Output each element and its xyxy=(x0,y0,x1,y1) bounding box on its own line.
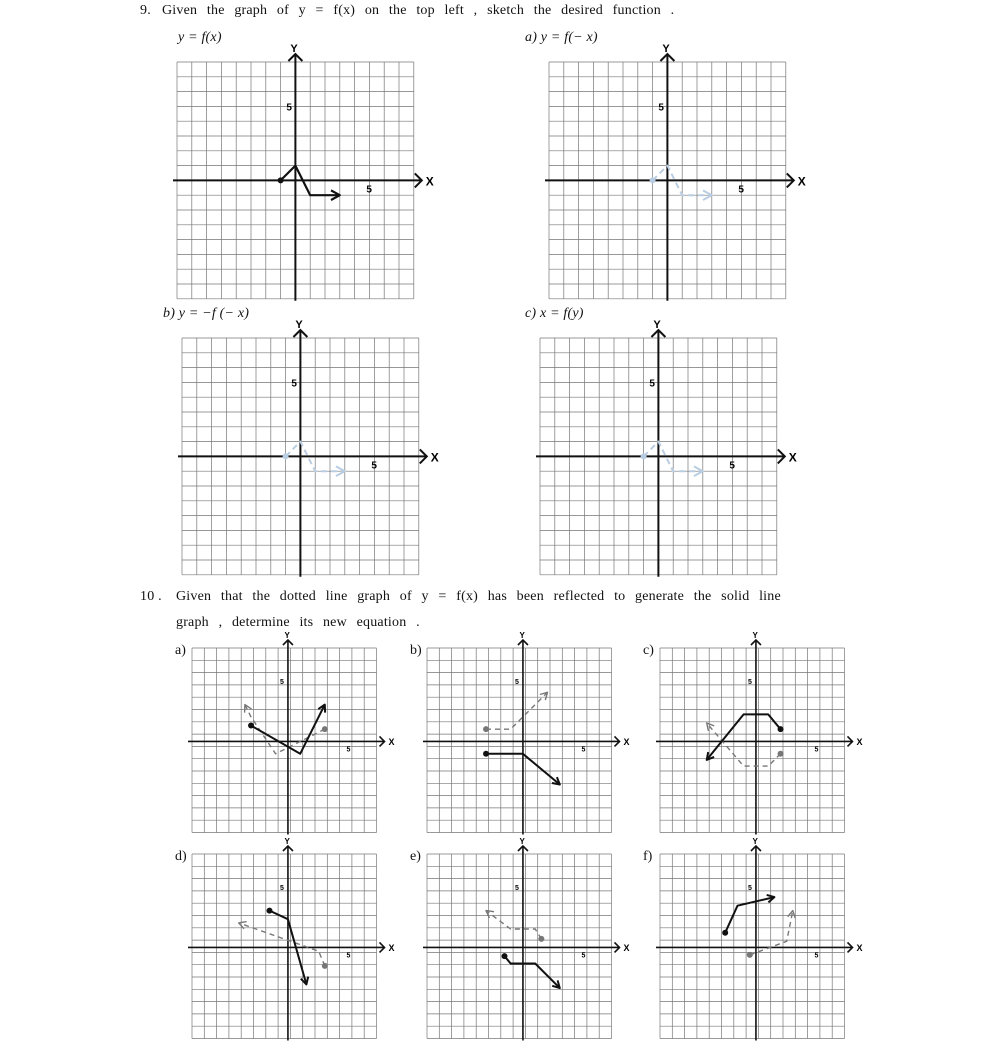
start-point-dot xyxy=(641,453,647,459)
q9-prompt: Given the graph of y = f(x) on the top left , sketch the desired function . xyxy=(162,3,675,18)
start-point-dot xyxy=(266,908,272,914)
x-axis-label: X xyxy=(797,174,806,189)
q10-graph-a xyxy=(190,631,395,834)
q9-graph-label-c: c) x = f(y) xyxy=(525,306,584,321)
y-axis-label: Y xyxy=(290,43,298,55)
q10-number: 10 . xyxy=(140,589,162,604)
q10-label-c: c) xyxy=(643,643,654,658)
q9-graph-label-a: a) y = f(− x) xyxy=(525,30,598,45)
start-point-dot xyxy=(747,952,753,958)
q9-number: 9. xyxy=(140,3,151,18)
q10-label-a: a) xyxy=(175,643,186,658)
x-tick-label-5: 5 xyxy=(346,952,351,960)
x-axis-label: X xyxy=(856,942,863,953)
y-tick-label-5: 5 xyxy=(514,884,519,892)
x-tick-label-5: 5 xyxy=(581,952,586,960)
y-tick-label-5: 5 xyxy=(279,678,284,686)
q10-graph-f xyxy=(658,837,863,1040)
function-line-dashed xyxy=(486,692,548,729)
x-tick-label-5: 5 xyxy=(366,184,372,196)
y-tick-label-5: 5 xyxy=(279,884,284,892)
q10-label-d: d) xyxy=(175,849,187,864)
y-tick-label-5: 5 xyxy=(649,378,655,390)
graph-a-f-neg-x xyxy=(537,43,812,306)
q10-label-e: e) xyxy=(410,849,421,864)
y-tick-label-5: 5 xyxy=(747,678,752,686)
y-axis-label: Y xyxy=(752,837,758,846)
start-point-dot xyxy=(322,726,328,732)
x-axis-label: X xyxy=(425,174,434,189)
x-tick-label-5: 5 xyxy=(371,460,377,472)
y-axis-label: Y xyxy=(662,43,670,55)
start-point-dot xyxy=(278,177,284,183)
y-tick-label-5: 5 xyxy=(291,378,297,390)
x-axis-label: X xyxy=(623,942,630,953)
start-point-dot xyxy=(283,453,289,459)
function-line-solid xyxy=(707,714,781,760)
y-tick-label-5: 5 xyxy=(286,102,292,114)
y-tick-label-5: 5 xyxy=(514,678,519,686)
q10-prompt-line1: Given that the dotted line graph of y = f(x) has been reflected to generate the solid line xyxy=(176,589,781,604)
y-axis-label: Y xyxy=(295,319,303,331)
x-tick-label-5: 5 xyxy=(729,460,735,472)
start-point-dot xyxy=(248,722,254,728)
function-line-dashed xyxy=(707,723,781,766)
start-point-dot xyxy=(483,751,489,757)
y-tick-label-5: 5 xyxy=(658,102,664,114)
x-axis-label: X xyxy=(388,736,395,747)
start-point-dot xyxy=(483,726,489,732)
x-tick-label-5: 5 xyxy=(346,746,351,754)
start-point-dot xyxy=(501,953,507,959)
x-tick-label-5: 5 xyxy=(738,184,744,196)
y-axis-label: Y xyxy=(284,837,290,846)
start-point-dot xyxy=(778,726,784,732)
y-axis-label: Y xyxy=(653,319,661,331)
start-point-dot xyxy=(722,930,728,936)
start-point-dot xyxy=(650,177,656,183)
function-line-dashed xyxy=(486,911,541,939)
x-tick-label-5: 5 xyxy=(814,746,819,754)
x-axis-label: X xyxy=(788,450,797,465)
x-axis-label: X xyxy=(430,450,439,465)
end-arrow xyxy=(245,705,252,713)
y-axis-label: Y xyxy=(519,631,525,640)
x-axis-label: X xyxy=(388,942,395,953)
y-axis-label: Y xyxy=(519,837,525,846)
q10-graph-d xyxy=(190,837,395,1040)
function-line-solid xyxy=(725,897,774,933)
y-tick-label-5: 5 xyxy=(747,884,752,892)
y-axis-label: Y xyxy=(284,631,290,640)
q10-label-f: f) xyxy=(643,849,653,864)
x-tick-label-5: 5 xyxy=(581,746,586,754)
q10-graph-c xyxy=(658,631,863,834)
q10-graph-e xyxy=(425,837,630,1040)
graph-b-neg-f-neg-x xyxy=(170,319,445,582)
q10-graph-b xyxy=(425,631,630,834)
q9-graph-label-b: b) y = −f (− x) xyxy=(163,306,250,321)
y-axis-label: Y xyxy=(752,631,758,640)
x-axis-label: X xyxy=(856,736,863,747)
end-arrow xyxy=(486,911,494,918)
q10-prompt-line2: graph , determine its new equation . xyxy=(176,615,420,630)
graph-c-x-equals-f-y xyxy=(528,319,803,582)
graph-y-equals-f-x xyxy=(165,43,440,306)
q9-graph-label-main: y = f(x) xyxy=(178,30,222,45)
start-point-dot xyxy=(778,751,784,757)
q10-label-b: b) xyxy=(410,643,422,658)
x-axis-label: X xyxy=(623,736,630,747)
function-line-dashed xyxy=(239,923,325,966)
start-point-dot xyxy=(322,963,328,969)
x-tick-label-5: 5 xyxy=(814,952,819,960)
start-point-dot xyxy=(538,936,544,942)
